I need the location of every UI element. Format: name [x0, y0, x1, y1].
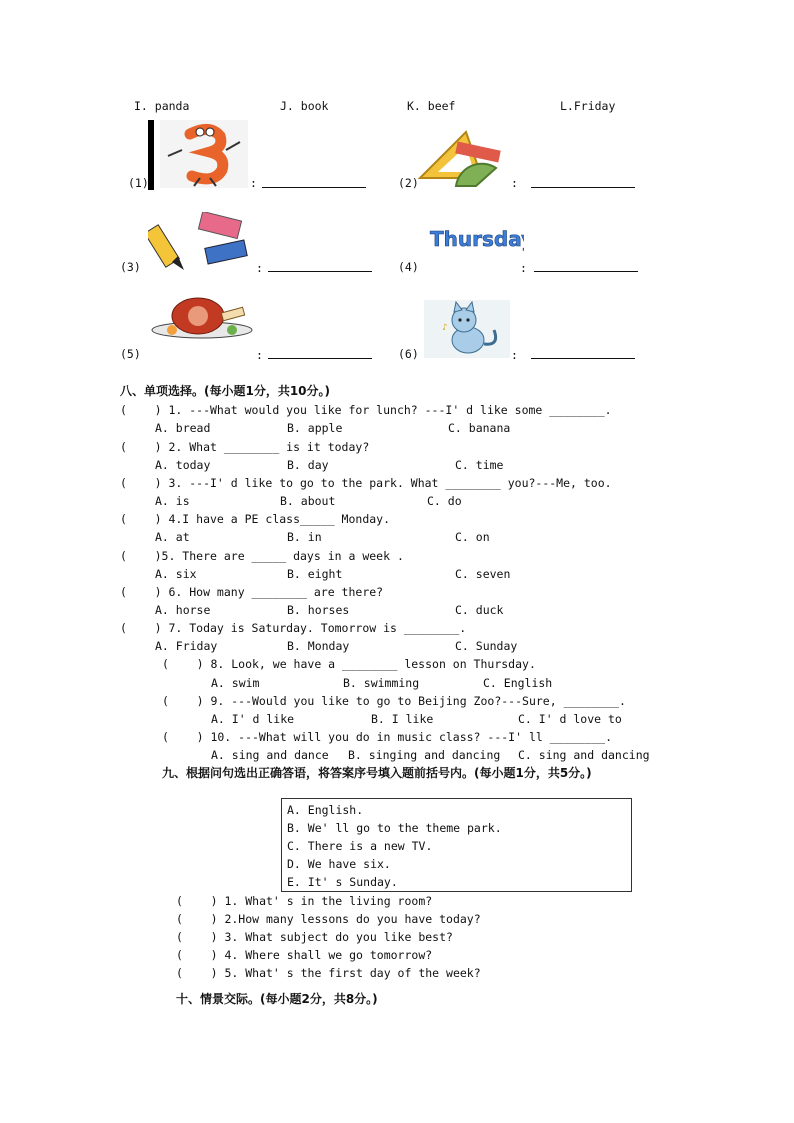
option-c: C. banana [448, 421, 511, 435]
answer-option: B. We' ll go to the theme park. [287, 821, 502, 835]
option-a: A. is [155, 494, 190, 508]
item-number-6: (6) [398, 347, 419, 361]
question-text: ( ) 2. What ________ is it today? [120, 440, 370, 454]
item-colon-6: : [511, 348, 518, 362]
answer-option: C. There is a new TV. [287, 839, 433, 853]
option-a: A. Friday [155, 639, 218, 653]
option-b: B. I like [371, 712, 434, 726]
question-text: ( ) 3. ---I' d like to go to the park. What ________ you?---Me, too. [120, 476, 612, 490]
answer-line-6[interactable] [531, 358, 635, 359]
item-colon-2: : [511, 176, 518, 190]
question-text: ( ) 9. ---Would you like to go to Beijing Zoo?---Sure, ________. [162, 694, 626, 708]
option-c: C. duck [455, 603, 504, 617]
answer-line-5[interactable] [268, 358, 372, 359]
question-text: ( ) 1. What' s in the living room? [176, 894, 433, 908]
section10-title: 十、情景交际。(每小题2分，共8分。) [176, 992, 378, 1006]
option-a: A. sing and dance [211, 748, 329, 762]
number-three-cartoon-icon [160, 120, 248, 188]
option-c: C. seven [455, 567, 511, 581]
option-c: C. do [427, 494, 462, 508]
answer-line-4[interactable] [534, 271, 638, 272]
option-b: B. about [280, 494, 336, 508]
item-colon-1: : [250, 176, 257, 190]
option-c: C. Sunday [455, 639, 518, 653]
question-text: ( ) 3. What subject do you like best? [176, 930, 453, 944]
black-bar [148, 120, 154, 190]
option-b: B. singing and dancing [348, 748, 501, 762]
item-colon-5: : [256, 348, 263, 362]
option-b: B. day [287, 458, 329, 472]
option-c: C. time [455, 458, 504, 472]
option-j: J. book [280, 99, 329, 113]
option-b: B. swimming [343, 676, 420, 690]
option-c: C. I' d love to [518, 712, 622, 726]
question-text: ( ) 7. Today is Saturday. Tomorrow is ________. [120, 621, 467, 635]
option-l: L.Friday [560, 99, 616, 113]
option-k: K. beef [407, 99, 456, 113]
option-a: A. I' d like [211, 712, 295, 726]
section8-title: 八、单项选择。(每小题1分，共10分。) [120, 384, 331, 398]
thursday-word: Thursday [430, 227, 524, 251]
option-i: I. panda [134, 99, 190, 113]
answer-line-1[interactable] [262, 187, 366, 188]
item-colon-3: : [256, 261, 263, 275]
thursday-word-icon [428, 222, 524, 254]
option-a: A. horse [155, 603, 211, 617]
item-number-3: (3) [120, 260, 141, 274]
option-b: B. apple [287, 421, 343, 435]
svg-text:♪: ♪ [442, 323, 448, 333]
section9-title: 九、根据问句选出正确答语，将答案序号填入题前括号内。(每小题1分，共5分。) [162, 766, 592, 780]
question-text: ( ) 6. How many ________ are there? [120, 585, 384, 599]
question-text: ( ) 2.How many lessons do you have today? [176, 912, 481, 926]
item-colon-4: : [520, 261, 527, 275]
item-number-1: (1) [128, 176, 149, 190]
question-text: ( ) 1. ---What would you like for lunch? ---I' d like some ________. [120, 403, 612, 417]
option-c: C. on [455, 530, 490, 544]
option-a: A. at [155, 530, 190, 544]
question-text: ( ) 4. Where shall we go tomorrow? [176, 948, 433, 962]
option-b: B. Monday [287, 639, 350, 653]
item-number-2: (2) [398, 176, 419, 190]
question-text: ( ) 5. What' s the first day of the week? [176, 966, 481, 980]
question-text: ( ) 10. ---What will you do in music class? ---I' ll ________. [162, 730, 613, 744]
pencil-eraser-sharpener-icon [148, 212, 254, 272]
roast-meat-icon [150, 290, 254, 340]
option-b: B. eight [287, 567, 343, 581]
answer-option: A. English. [287, 803, 364, 817]
option-a: A. bread [155, 421, 211, 435]
answer-line-2[interactable] [531, 187, 635, 188]
cat-icon [424, 300, 510, 358]
option-b: B. in [287, 530, 322, 544]
option-a: A. six [155, 567, 197, 581]
option-c: C. English [483, 676, 553, 690]
option-a: A. swim [211, 676, 260, 690]
option-c: C. sing and dancing [518, 748, 650, 762]
question-text: ( ) 4.I have a PE class_____ Monday. [120, 512, 391, 526]
answer-option: D. We have six. [287, 857, 391, 871]
question-text: ( ) 8. Look, we have a ________ lesson on Thursday. [162, 657, 536, 671]
question-text: ( )5. There are _____ days in a week . [120, 549, 404, 563]
answer-line-3[interactable] [268, 271, 372, 272]
option-b: B. horses [287, 603, 350, 617]
option-a: A. today [155, 458, 211, 472]
item-number-5: (5) [120, 347, 141, 361]
item-number-4: (4) [398, 260, 419, 274]
ruler-protractor-icon [416, 128, 504, 188]
answer-option: E. It' s Sunday. [287, 875, 398, 889]
